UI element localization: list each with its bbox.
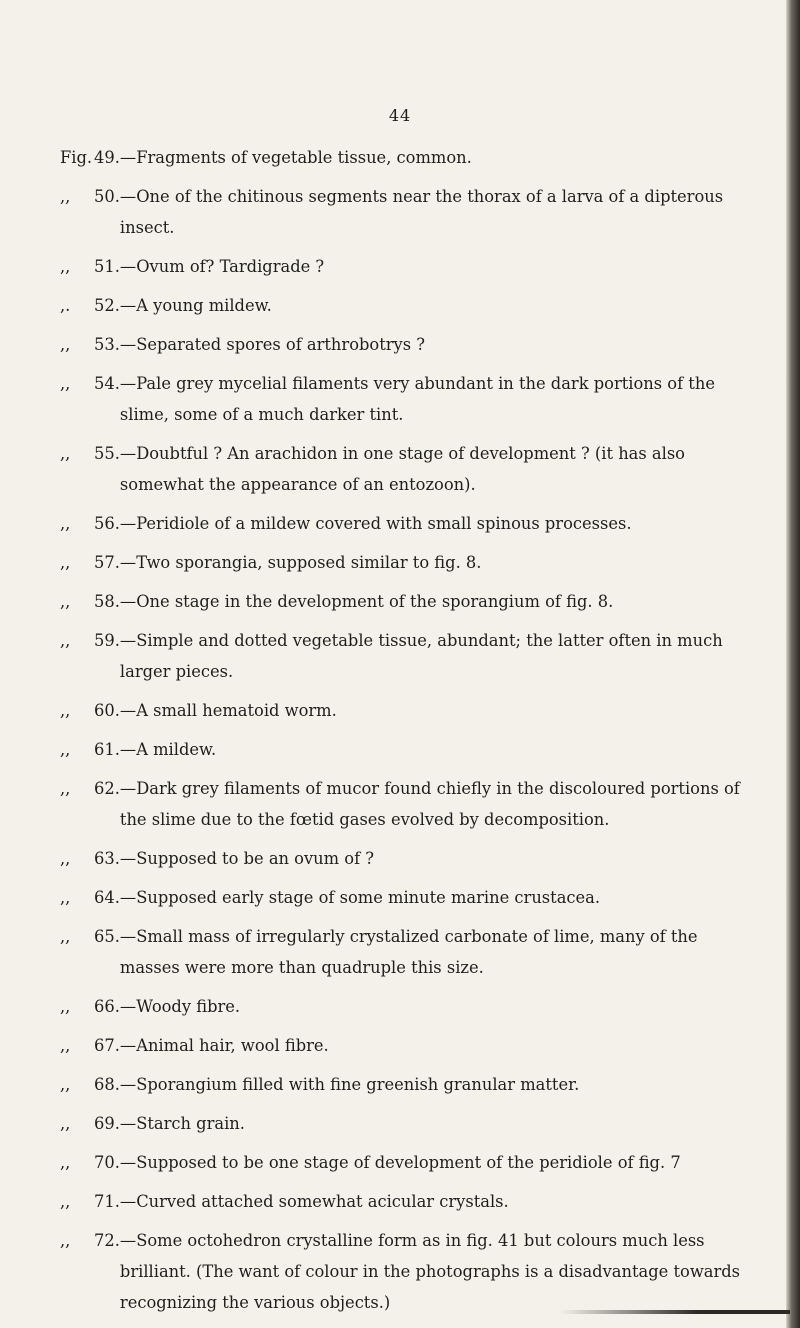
entry-number: 63. <box>94 849 120 868</box>
figure-entry-59 <box>60 625 760 687</box>
figure-entry-66 <box>60 991 760 1022</box>
page-edge-shadow <box>786 0 800 1328</box>
entry-number: 49. <box>94 148 120 167</box>
entry-number: 53. <box>94 335 120 354</box>
figure-entry-49 <box>60 142 760 173</box>
entry-text: —Starch grain. <box>119 1114 245 1133</box>
entry-text: —Small mass of irregularly crystalized carbonate of lime, many of the masses were more than quadruple this size. <box>119 927 698 977</box>
entry-prefix: ,, <box>60 187 71 206</box>
entry-number: 50. <box>94 187 120 206</box>
entry-text: —Pale grey mycelial filaments very abundant in the dark portions of the slime, some of a much darker tint. <box>119 374 715 424</box>
entry-text: —Curved attached somewhat acicular crystals. <box>119 1192 509 1211</box>
entry-number: 71. <box>94 1192 120 1211</box>
figure-entry-57 <box>60 547 760 578</box>
entry-number: 51. <box>94 257 120 276</box>
figure-entry-63 <box>60 843 760 874</box>
figure-entry-65 <box>60 921 760 983</box>
figure-entry-52 <box>60 290 760 321</box>
entry-number: 56. <box>94 514 120 533</box>
entry-number: 55. <box>94 444 120 463</box>
entry-text: —A small hematoid worm. <box>119 701 337 720</box>
entry-number: 59. <box>94 631 120 650</box>
entry-prefix: ,, <box>60 740 71 759</box>
entry-number: 70. <box>94 1153 120 1172</box>
figure-entry-54 <box>60 368 760 430</box>
entry-text: —A mildew. <box>119 740 217 759</box>
entry-prefix: ,, <box>60 1192 71 1211</box>
entry-number: 57. <box>94 553 120 572</box>
figure-entry-70 <box>60 1147 760 1178</box>
entry-prefix: ,, <box>60 1036 71 1055</box>
figure-entry-55 <box>60 438 760 500</box>
entry-prefix: ,, <box>60 997 71 1016</box>
entry-prefix: ,, <box>60 335 71 354</box>
entry-number: 58. <box>94 592 120 611</box>
entry-text: —Separated spores of arthrobotrys ? <box>119 335 426 354</box>
entry-text: —Supposed early stage of some minute marine crustacea. <box>119 888 601 907</box>
entry-number: 54. <box>94 374 120 393</box>
figure-entry-61 <box>60 734 760 765</box>
entry-prefix: ,, <box>60 1075 71 1094</box>
entry-number: 52. <box>94 296 120 315</box>
figure-entry-56 <box>60 508 760 539</box>
entry-text: —Peridiole of a mildew covered with small spinous processes. <box>119 514 632 533</box>
figure-entry-53 <box>60 329 760 360</box>
entry-text: —Some octohedron crystalline form as in fig. 41 but colours much less brilliant. (The want of colour in the photographs is a disadvantage towards recognizing the various objects.) <box>119 1231 741 1312</box>
entry-prefix: ,, <box>60 927 71 946</box>
entry-text: —One of the chitinous segments near the thorax of a larva of a dipterous insect. <box>119 187 724 237</box>
entry-number: 68. <box>94 1075 120 1094</box>
entry-text: —Ovum of? Tardigrade ? <box>119 257 325 276</box>
entry-prefix: ,, <box>60 888 71 907</box>
entry-prefix: ,, <box>60 701 71 720</box>
entry-prefix: ,, <box>60 444 71 463</box>
entry-prefix: ,, <box>60 257 71 276</box>
figure-entry-71 <box>60 1186 760 1217</box>
entry-prefix: ,, <box>60 1114 71 1133</box>
entry-number: 69. <box>94 1114 120 1133</box>
entry-text: —A young mildew. <box>119 296 272 315</box>
entry-prefix: ,, <box>60 1153 71 1172</box>
entry-text: —Animal hair, wool fibre. <box>119 1036 329 1055</box>
figure-entry-50 <box>60 181 760 243</box>
entry-text: —Dark grey filaments of mucor found chiefly in the discoloured portions of the slime due to the fœtid gases evolved by decomposition. <box>119 779 740 829</box>
entry-text: —One stage in the development of the sporangium of fig. 8. <box>119 592 614 611</box>
figure-entry-51 <box>60 251 760 282</box>
figure-entry-69 <box>60 1108 760 1139</box>
entry-prefix: ,, <box>60 849 71 868</box>
figure-entry-60 <box>60 695 760 726</box>
entry-text: —Supposed to be one stage of development of the peridiole of fig. 7 <box>119 1153 681 1172</box>
entry-prefix: ,, <box>60 553 71 572</box>
entry-prefix: ,, <box>60 1231 71 1250</box>
figure-entry-64 <box>60 882 760 913</box>
figure-list <box>60 142 760 1326</box>
entry-text: —Supposed to be an ovum of ? <box>119 849 375 868</box>
figure-entry-68 <box>60 1069 760 1100</box>
figure-entry-67 <box>60 1030 760 1061</box>
entry-prefix: ,, <box>60 514 71 533</box>
entry-prefix: ,, <box>60 631 71 650</box>
entry-prefix: Fig. <box>60 148 93 167</box>
entry-text: —Two sporangia, supposed similar to fig. 8. <box>119 553 482 572</box>
entry-prefix: ,, <box>60 779 71 798</box>
entry-number: 65. <box>94 927 120 946</box>
figure-entry-58 <box>60 586 760 617</box>
entry-number: 72. <box>94 1231 120 1250</box>
entry-number: 61. <box>94 740 120 759</box>
entry-text: —Sporangium filled with fine greenish granular matter. <box>119 1075 580 1094</box>
entry-text: —Fragments of vegetable tissue, common. <box>119 148 472 167</box>
entry-number: 67. <box>94 1036 120 1055</box>
figure-entry-72 <box>60 1225 760 1318</box>
entry-text: —Woody fibre. <box>119 997 241 1016</box>
entry-number: 62. <box>94 779 120 798</box>
entry-text: —Simple and dotted vegetable tissue, abundant; the latter often in much larger pieces. <box>119 631 723 681</box>
entry-text: —Doubtful ? An arachidon in one stage of development ? (it has also somewhat the appearance of an entozoon). <box>119 444 685 494</box>
figure-entry-62 <box>60 773 760 835</box>
entry-number: 66. <box>94 997 120 1016</box>
entry-number: 60. <box>94 701 120 720</box>
entry-prefix: ,, <box>60 592 71 611</box>
entry-prefix: ,, <box>60 374 71 393</box>
page-number: 44 <box>388 106 412 125</box>
entry-prefix: ,. <box>60 296 71 315</box>
entry-number: 64. <box>94 888 120 907</box>
